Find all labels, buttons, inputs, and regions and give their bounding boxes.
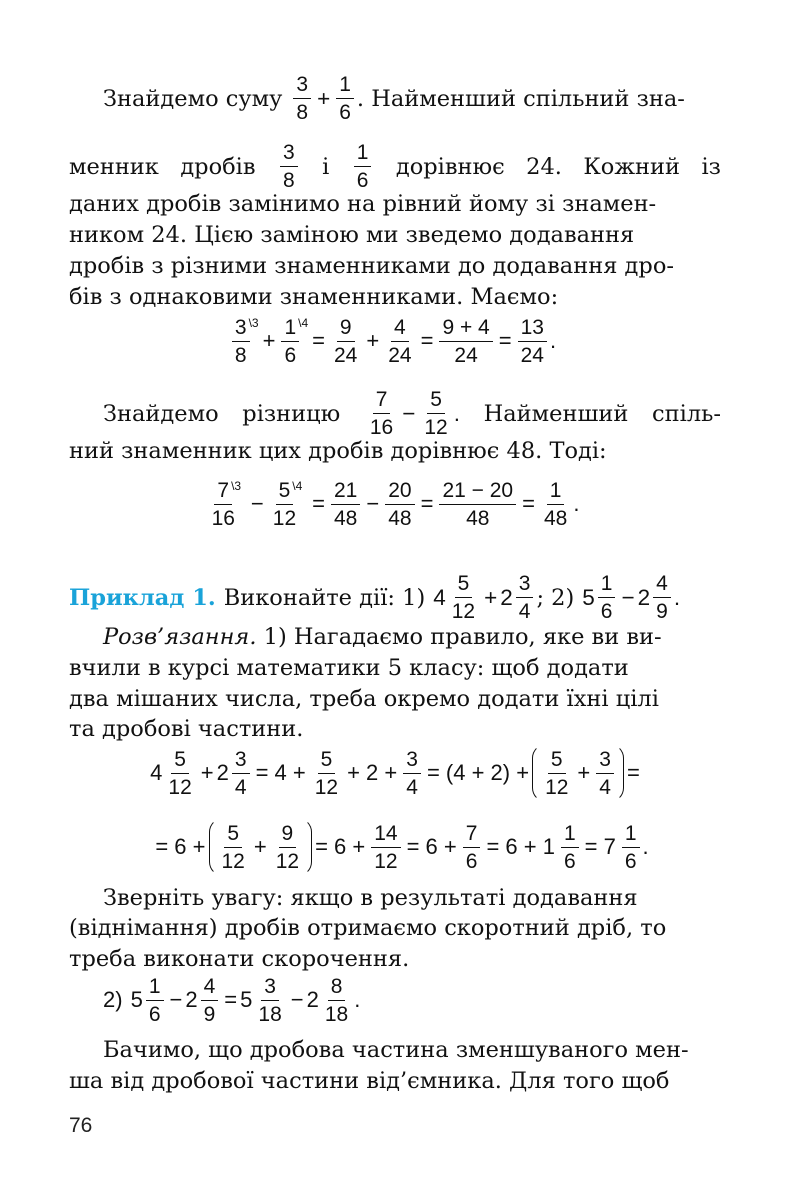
equation-1: 3 \3 8 + 1 \4 6 = $\frac{9}{24}$ + $\frac{4}{24}$ = $\frac{9 + 4}{24}$ = $\frac{13}{24}$ . <box>0 313 789 369</box>
example-expression: 4 $\frac{5}{12}$ + 2 $\frac{3}{4}$ <box>433 571 536 624</box>
fraction: $\frac{1}{6}$ <box>561 821 579 874</box>
text-line: вчили в курсі математики 5 класу: щоб додати <box>69 655 629 681</box>
fraction: $\frac{1}{6}$ <box>622 821 640 874</box>
fraction: $\frac{1}{6}$ <box>354 140 372 193</box>
fraction: $\frac{7}{16}$ <box>369 388 394 439</box>
text-line: бів з однаковими знаменниками. Маємо: <box>69 284 559 310</box>
text-line <box>69 140 721 193</box>
text: різницю <box>242 400 341 427</box>
fraction: $\frac{20}{48}$ <box>385 478 414 531</box>
fraction: $\frac{1}{6}$ <box>598 571 616 624</box>
fraction: $\frac{9}{12}$ <box>275 821 300 873</box>
equation-3: 4 $\frac{5}{12}$ + 2 $\frac{3}{4}$ = 4 + $\frac{5}{12}$ + 2 + $\frac{3}{4}$ = (4 + 2) + $\frac{5}{12}$ + $\frac{3}{4}$ = <box>0 743 793 803</box>
example-label: Приклад 1. <box>69 584 216 611</box>
text-line: ником 24. Цією заміною ми зведемо додавання <box>69 222 635 248</box>
text-line: треба виконати скорочення. <box>69 946 410 972</box>
text-line: дробів з різними знаменниками до додавання дро- <box>69 253 674 279</box>
fraction: $\frac{5}{12}$ <box>451 572 476 623</box>
fraction: $\frac{9 + 4}{24}$ <box>439 315 492 368</box>
text-line <box>103 72 721 125</box>
text: і <box>322 153 330 180</box>
text: дорівнює <box>395 153 505 180</box>
text-line: даних дробів замінимо на рівний йому зі знамен- <box>69 191 657 217</box>
fraction: $\frac{21}{48}$ <box>331 478 360 531</box>
fraction: 1 \4 6 <box>281 315 299 368</box>
text-line: Зверніть увагу: якщо в результаті додавання <box>103 885 638 911</box>
fraction: $\frac{14}{12}$ <box>371 821 400 874</box>
text-line: (віднімання) дробів отримаємо скоротний дріб, то <box>69 915 667 941</box>
fraction: $\frac{7}{6}$ <box>463 821 481 874</box>
parenthesis-group: $\frac{5}{12}$ + $\frac{3}{4}$ <box>532 744 624 802</box>
fraction: $\frac{3}{4}$ <box>403 747 421 800</box>
text-line: ша від дробової частини від’ємника. Для того щоб <box>69 1068 670 1094</box>
text: дробів <box>180 153 256 180</box>
text: 24. <box>526 153 562 180</box>
solution-label: Розв’язання. <box>103 624 257 650</box>
fraction: $\frac{5}{12}$ <box>545 747 569 799</box>
fraction-difference: $\frac{7}{16}$ − $\frac{5}{12}$ . <box>364 387 460 440</box>
parenthesis-group: $\frac{5}{12}$ + $\frac{9}{12}$ <box>209 818 313 876</box>
text: Виконайте дії: 1) <box>223 584 426 611</box>
fraction: $\frac{3}{4}$ <box>596 747 614 800</box>
text: менник <box>69 153 159 180</box>
text: Кожний <box>583 153 681 180</box>
fraction: $\frac{5}{12}$ <box>168 747 192 799</box>
text-line: Бачимо, що дробова частина зменшуваного мен- <box>103 1037 689 1063</box>
fraction: $\frac{21 - 20}{48}$ <box>439 478 516 531</box>
fraction: $\frac{3}{4}$ <box>232 747 250 800</box>
text: . Найменший спільний зна- <box>356 85 685 112</box>
fraction: $\frac{5}{12}$ <box>314 747 339 799</box>
fraction: $\frac{5}{12}$ <box>221 821 245 873</box>
equation-5: 2) 5 $\frac{1}{6}$ − 2 $\frac{4}{9}$ = 5 $\frac{3}{18}$ − 2 $\frac{8}{18}$ . <box>103 974 361 1026</box>
text: Знайдемо суму <box>103 85 283 112</box>
text: Найменший <box>483 400 629 427</box>
fraction: 7 \3 16 <box>211 478 242 530</box>
fraction: $\frac{3}{18}$ <box>258 974 282 1026</box>
fraction: $\frac{9}{24}$ <box>334 315 358 367</box>
fraction: 3 \3 8 <box>232 315 250 368</box>
fraction: $\frac{8}{18}$ <box>324 974 349 1026</box>
text-line <box>103 623 721 651</box>
fraction: $\frac{4}{9}$ <box>653 571 671 624</box>
fraction: $\frac{4}{24}$ <box>388 315 412 367</box>
fraction: $\frac{3}{8}$ <box>293 72 311 125</box>
text-line: ний знаменник цих дробів дорівнює 48. Тоді: <box>69 438 607 464</box>
fraction: $\frac{13}{24}$ <box>518 315 547 368</box>
fraction: $\frac{1}{6}$ <box>336 72 354 125</box>
fraction: $\frac{3}{4}$ <box>516 571 534 624</box>
fraction: $\frac{3}{8}$ <box>280 140 298 193</box>
text: 1) Нагадаємо правило, яке ви ви- <box>263 624 662 650</box>
fraction: $\frac{1}{48}$ <box>543 478 568 530</box>
fraction: 5 \4 12 <box>272 478 303 530</box>
text-line <box>103 387 721 440</box>
text-line: та дробові частини. <box>69 716 304 742</box>
equation-2: 7 \3 16 − 5 \4 12 = $\frac{21}{48}$ − $\frac{20}{48}$ = $\frac{21 - 20}{48}$ = $\frac{1}{48}$ . <box>0 476 789 532</box>
fraction-sum: $\frac{3}{8}$ + $\frac{1}{6}$ <box>290 72 357 125</box>
text-line: два мішаних числа, треба окремо додати їхні цілі <box>69 686 659 712</box>
example-expression: 5 $\frac{1}{6}$ − 2 $\frac{4}{9}$ . <box>582 572 681 623</box>
text: Знайдемо <box>103 400 219 427</box>
page-number: 76 <box>69 1114 93 1137</box>
example-line: Приклад 1. Виконайте дії: 1) 4 $\frac{5}{12}$ + 2 $\frac{3}{4}$ ; 2) 5 $\frac{1}{6}$ − 2 $\frac{4}{9}$ . <box>69 572 681 623</box>
text: із <box>701 153 721 180</box>
equation-4: = 6 + $\frac{5}{12}$ + $\frac{9}{12}$ = 6 + $\frac{14}{12}$ = 6 + $\frac{7}{6}$ = 6 + 1 $\frac{1}{6}$ = 7 $\frac{1}{6}$ . <box>4 817 793 877</box>
fraction: $\frac{4}{9}$ <box>201 974 219 1027</box>
fraction: $\frac{1}{6}$ <box>146 974 164 1027</box>
fraction: $\frac{5}{12}$ <box>424 388 448 439</box>
text: спіль- <box>652 400 721 427</box>
